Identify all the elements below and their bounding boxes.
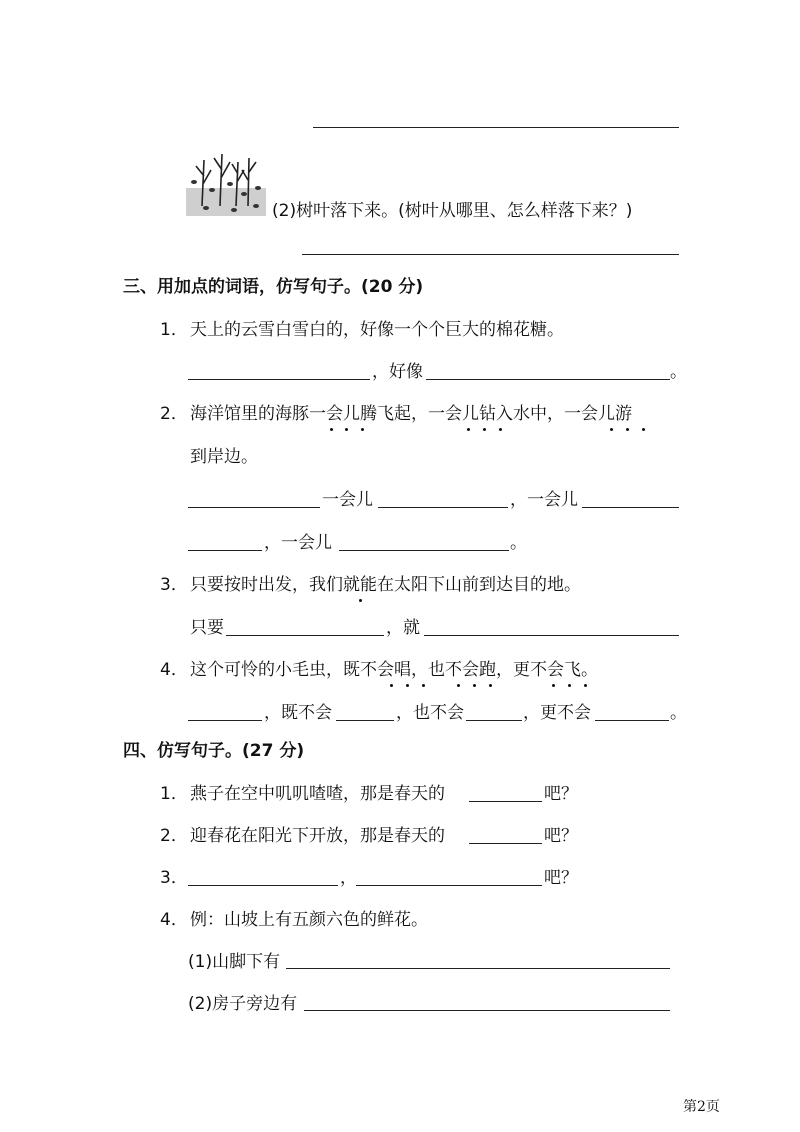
s3-q4-blank4[interactable] bbox=[595, 720, 669, 721]
s3-q2-fill1: 一会儿 bbox=[322, 490, 373, 510]
s3-q2-blank5[interactable] bbox=[339, 550, 509, 551]
s3-q3-fill2: ，就 bbox=[386, 618, 420, 638]
emphasis-dot bbox=[610, 428, 613, 431]
s3-q1-text: 天上的云雪白雪白的，好像一个个巨大的棉花糖。 bbox=[190, 320, 564, 340]
s3-q3-fill1: 只要 bbox=[190, 618, 224, 638]
s4-q1-num: 1． bbox=[160, 784, 188, 804]
s4-q4-num: 4． bbox=[160, 910, 188, 930]
s4-q1-blank[interactable] bbox=[469, 801, 542, 802]
s3-q4-num: 4． bbox=[160, 660, 188, 680]
s3-q3-text: 只要按时出发，我们就能在太阳下山前到达目的地。 bbox=[190, 575, 581, 595]
emphasis-dot bbox=[457, 684, 460, 687]
falling-leaves-trees-icon bbox=[186, 148, 266, 216]
s3-q1-fill1: ，好像 bbox=[372, 362, 423, 382]
s3-q2-fill3: ，一会儿 bbox=[264, 533, 332, 553]
s3-q2-num: 2． bbox=[160, 404, 188, 424]
emphasis-dot bbox=[422, 684, 425, 687]
s4-q1-text: 燕子在空中叽叽喳喳，那是春天的 bbox=[190, 784, 445, 804]
s3-q2-text2: 到岸边。 bbox=[190, 447, 258, 467]
emphasis-dot bbox=[330, 428, 333, 431]
emphasis-dot bbox=[467, 428, 470, 431]
emphasis-dot bbox=[406, 684, 409, 687]
s3-q1-blank1[interactable] bbox=[188, 379, 370, 380]
s4-q2-end: 吧？ bbox=[544, 826, 578, 846]
section3-heading: 三、用加点的词语，仿写句子。(20 分) bbox=[123, 277, 424, 297]
s3-q2-blank1[interactable] bbox=[188, 507, 320, 508]
answer-line-q1[interactable] bbox=[313, 127, 679, 128]
s3-q2-fill2: ，一会儿 bbox=[510, 490, 578, 510]
s4-q4-text: 例：山坡上有五颜六色的鲜花。 bbox=[190, 910, 428, 930]
emphasis-dot bbox=[390, 684, 393, 687]
s3-q4-blank1[interactable] bbox=[188, 720, 262, 721]
s3-q2-blank2[interactable] bbox=[378, 507, 508, 508]
answer-line-q2[interactable] bbox=[302, 254, 679, 255]
s4-q4-blank1[interactable] bbox=[286, 968, 670, 969]
s4-q4-blank2[interactable] bbox=[304, 1010, 670, 1011]
s4-q2-blank[interactable] bbox=[469, 843, 542, 844]
emphasis-dot bbox=[626, 428, 629, 431]
emphasis-dot bbox=[489, 684, 492, 687]
s4-q3-end: 吧？ bbox=[544, 868, 578, 888]
emphasis-dot bbox=[483, 428, 486, 431]
s3-q4-blank3[interactable] bbox=[466, 720, 522, 721]
s3-q2-blank4[interactable] bbox=[188, 550, 262, 551]
page-number: 第2页 bbox=[683, 1099, 720, 1115]
s4-q3-blank1[interactable] bbox=[188, 885, 338, 886]
emphasis-dot bbox=[361, 428, 364, 431]
emphasis-dot bbox=[499, 428, 502, 431]
emphasis-dot bbox=[473, 684, 476, 687]
s3-q3-num: 3． bbox=[160, 575, 188, 595]
s3-q4-fill3: ，更不会 bbox=[523, 703, 591, 723]
section4-heading: 四、仿写句子。(27 分) bbox=[123, 741, 305, 761]
s3-q3-blank1[interactable] bbox=[226, 635, 384, 636]
top-q2-text: (2)树叶落下来。(树叶从哪里、怎么样落下来？) bbox=[272, 201, 633, 221]
s4-q3-mid: ， bbox=[340, 868, 357, 888]
s3-q4-fill4: 。 bbox=[670, 703, 687, 723]
s4-q1-end: 吧？ bbox=[544, 784, 578, 804]
s4-q3-num: 3． bbox=[160, 868, 188, 888]
emphasis-dot bbox=[552, 684, 555, 687]
s3-q4-blank2[interactable] bbox=[336, 720, 394, 721]
s3-q2-blank3[interactable] bbox=[582, 507, 679, 508]
s3-q2-text1: 海洋馆里的海豚一会儿腾飞起，一会儿钻入水中，一会儿游 bbox=[190, 404, 632, 424]
s4-q4-sub1: (1)山脚下有 bbox=[188, 952, 281, 972]
s3-q1-num: 1． bbox=[160, 320, 188, 340]
emphasis-dot bbox=[359, 599, 362, 602]
s3-q4-text: 这个可怜的小毛虫，既不会唱，也不会跑，更不会飞。 bbox=[190, 660, 598, 680]
s4-q3-blank2[interactable] bbox=[356, 885, 542, 886]
s3-q4-fill2: ，也不会 bbox=[396, 703, 464, 723]
s3-q1-blank2[interactable] bbox=[426, 379, 670, 380]
s4-q4-sub2: (2)房子旁边有 bbox=[188, 994, 298, 1014]
s3-q3-blank2[interactable] bbox=[424, 635, 679, 636]
s4-q2-text: 迎春花在阳光下开放，那是春天的 bbox=[190, 826, 445, 846]
s3-q2-fill4: 。 bbox=[510, 533, 527, 553]
emphasis-dot bbox=[584, 684, 587, 687]
s3-q1-fill2: 。 bbox=[670, 362, 687, 382]
s4-q2-num: 2． bbox=[160, 826, 188, 846]
emphasis-dot bbox=[345, 428, 348, 431]
emphasis-dot bbox=[568, 684, 571, 687]
s3-q4-fill1: ，既不会 bbox=[264, 703, 332, 723]
emphasis-dot bbox=[642, 428, 645, 431]
